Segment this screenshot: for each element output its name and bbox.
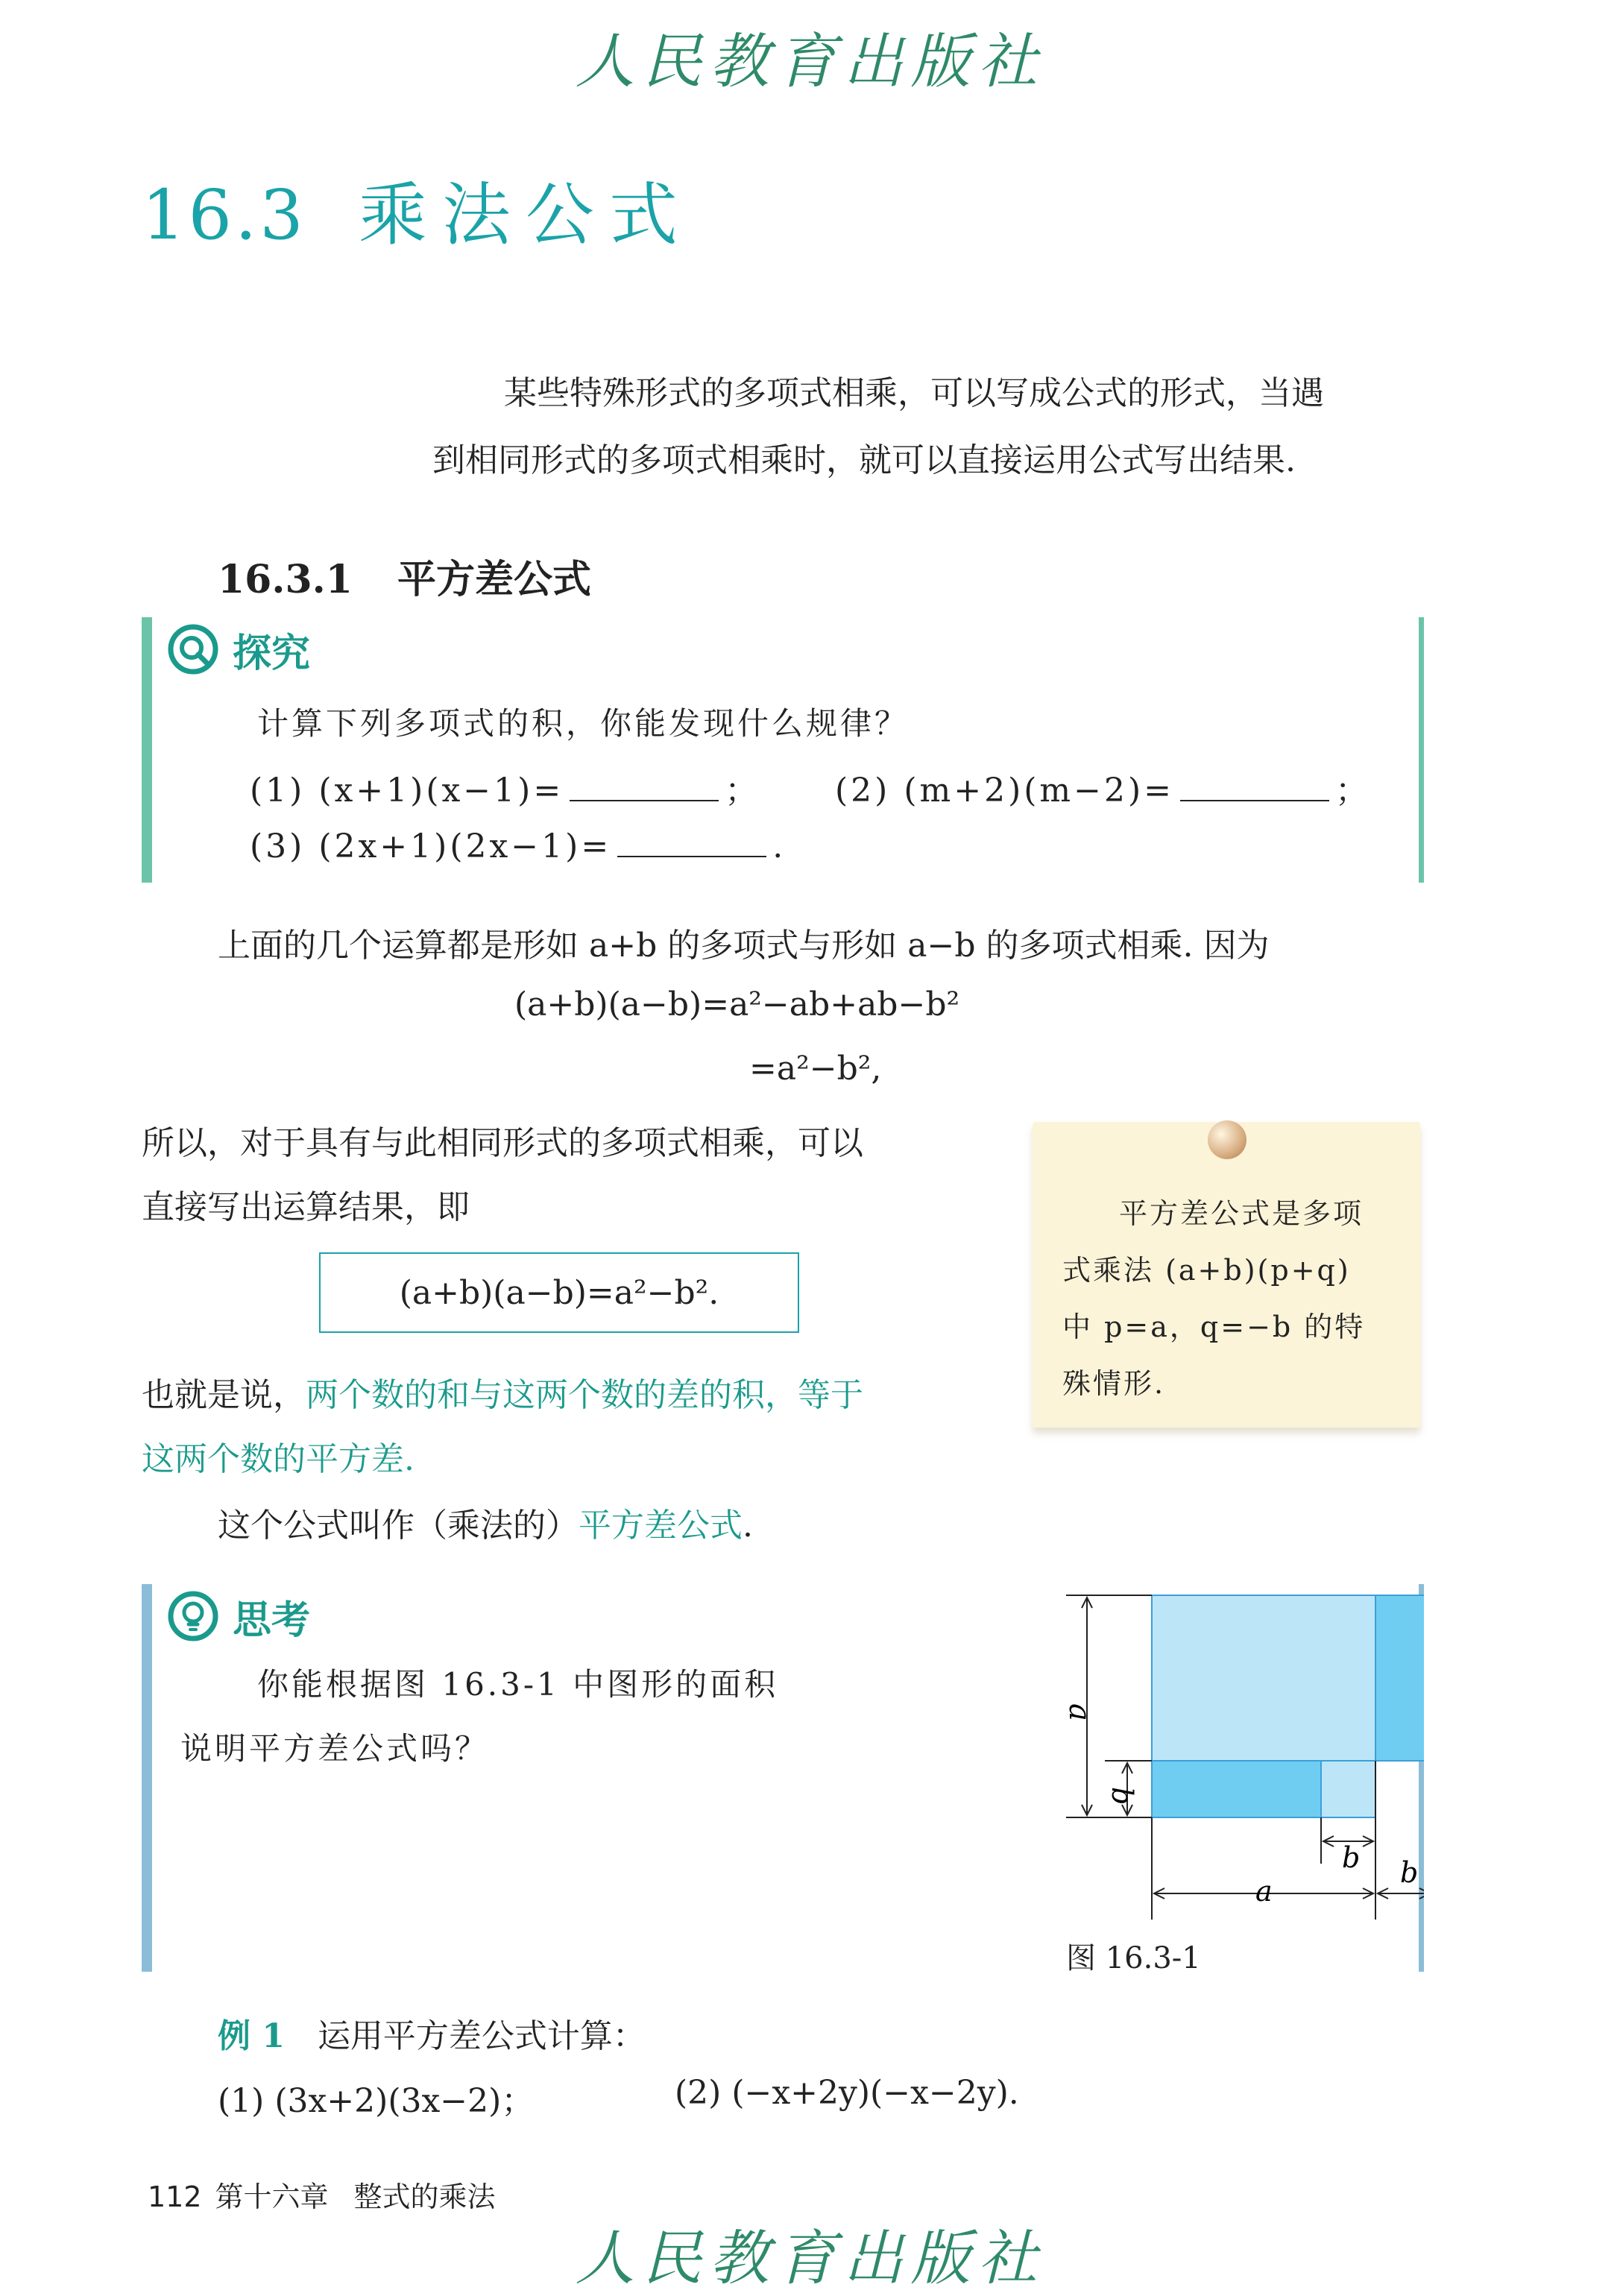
lightbulb-icon: [167, 1590, 219, 1642]
page-footer: [148, 2174, 496, 2215]
think-label: 思考: [233, 1598, 311, 1643]
example-label: 例 1: [218, 2017, 285, 2055]
answer-blank-3[interactable]: [617, 848, 766, 857]
section-heading: [218, 548, 591, 604]
publisher-logo: 人民教育出版社: [575, 27, 1045, 96]
body-paragraph-3-line-1: 也就是说，两个数的和与这两个数的差的积，等于: [142, 1376, 863, 1414]
explore-box: [142, 617, 1424, 883]
figure-region-small-square: [1321, 1761, 1375, 1817]
figure-label-a-vertical: a: [1062, 1703, 1097, 1721]
explore-item-2: (2) (m+2)(m−2)= ；: [835, 772, 1372, 810]
example-item-1: (1) (3x+2)(3x−2)；: [218, 2082, 535, 2120]
explore-item-3: (3) (2x+1)(2x−1)= .: [250, 827, 787, 865]
section-number: 16.3.1: [218, 557, 353, 602]
highlight-text: 两个数的和与这两个数的差的积，等于: [306, 1376, 863, 1414]
note-text: 平方差公式是多项 式乘法 (a+b)(p+q) 中 p=a，q=−b 的特 殊情形.: [1062, 1197, 1366, 1400]
answer-blank-1[interactable]: [570, 792, 719, 801]
intro-line-1: 某些特殊形式的多项式相乘，可以写成公式的形式，当遇: [504, 374, 1324, 412]
margin-note: [1033, 1122, 1420, 1428]
figure-16-3-1: [917, 1592, 1424, 1964]
explore-left-bar: [142, 617, 152, 883]
body-paragraph-1: 上面的几个运算都是形如 a+b 的多项式与形如 a−b 的多项式相乘. 因为: [218, 927, 1270, 965]
example-item-2: (2) (−x+2y)(−x−2y).: [675, 2074, 1019, 2112]
body-paragraph-2-line-2: 直接写出运算结果，即: [142, 1188, 470, 1226]
figure-label-b-inner: b: [1342, 1841, 1361, 1874]
example-1: [218, 2009, 646, 2057]
body-paragraph-3-line-2: 这两个数的平方差.: [142, 1440, 415, 1478]
example-text: 运用平方差公式计算：: [317, 2017, 646, 2055]
explore-icon: [167, 623, 219, 675]
equation-line-2: =a²−b²,: [749, 1050, 882, 1088]
chapter-number: 16.3: [142, 175, 306, 255]
footer-chapter: 第十六章: [215, 2180, 329, 2213]
publisher-logo-bottom: 人民教育出版社: [575, 2224, 1045, 2293]
footer-title: 整式的乘法: [353, 2180, 496, 2213]
formula-name: 平方差公式: [579, 1507, 743, 1545]
figure-caption: 图 16.3-1: [1066, 1941, 1201, 1975]
explore-item-1: (1) (x+1)(x−1)= ；: [250, 772, 761, 810]
think-line-1: 你能根据图 16.3-1 中图形的面积: [257, 1666, 779, 1703]
figure-region-right-strip: [1375, 1595, 1424, 1761]
section-title: 平方差公式: [397, 557, 591, 602]
intro-paragraph: [432, 360, 1424, 494]
page-number: 112: [148, 2180, 202, 2213]
think-left-bar: [142, 1584, 152, 1972]
formula-box: (a+b)(a−b)=a²−b².: [319, 1252, 799, 1333]
think-box: [142, 1584, 1424, 1972]
figure-region-main: [1152, 1595, 1375, 1761]
chapter-title: [142, 160, 693, 259]
body-paragraph-2-line-1: 所以，对于具有与此相同形式的多项式相乘，可以: [142, 1124, 863, 1162]
figure-label-a-horizontal: a: [1255, 1875, 1273, 1908]
pushpin-icon: [1208, 1120, 1246, 1159]
think-line-2: 说明平方差公式吗？: [180, 1730, 490, 1767]
chapter-name: 乘法公式: [358, 175, 693, 255]
equation-line-1: (a+b)(a−b)=a²−ab+ab−b²: [514, 985, 960, 1024]
explore-label: 探究: [233, 631, 311, 676]
figure-label-b-vertical: b: [1106, 1787, 1138, 1805]
explore-right-bar: [1419, 617, 1424, 883]
figure-label-b-right: b: [1400, 1856, 1419, 1889]
figure-region-bottom-strip: [1152, 1761, 1321, 1817]
intro-line-2: 到相同形式的多项式相乘时，就可以直接运用公式写出结果.: [432, 441, 1296, 479]
body-paragraph-4: 这个公式叫作（乘法的）平方差公式.: [218, 1507, 753, 1545]
explore-question: 计算下列多项式的积，你能发现什么规律？: [257, 705, 910, 742]
answer-blank-2[interactable]: [1180, 792, 1329, 801]
